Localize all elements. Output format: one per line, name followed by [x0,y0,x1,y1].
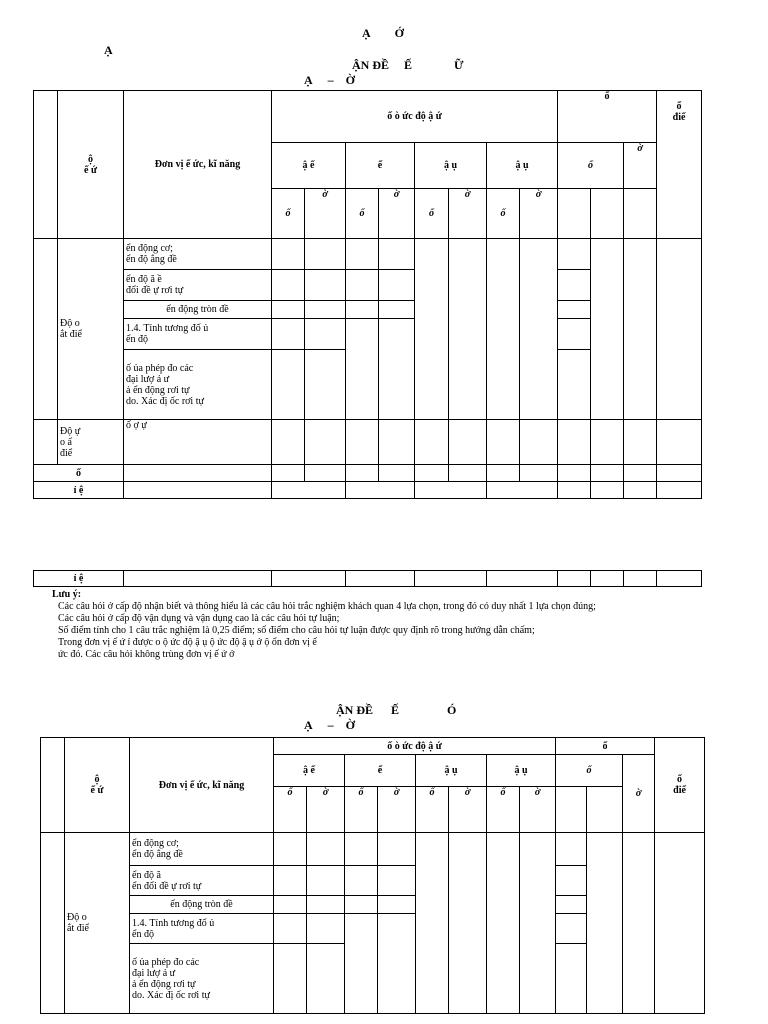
unit-row: ển động cơ; ển độ ẳng đề [124,239,272,270]
empty-cell [558,301,591,319]
unit-row: ển động tròn đề [124,301,272,319]
total-row-label: ổ [34,465,124,482]
empty-cell [558,239,591,270]
unit-row: ố ủa phép đo các đại lượ ả ư ả ển động rơi tự do. Xác đị ốc rơi tự [130,944,274,1014]
empty-cell [487,239,520,420]
level-thong-hieu: ể [345,755,416,787]
sub-count: ố [346,189,379,239]
note-item: Các câu hỏi ở cấp độ nhận biết và thông hiểu là các câu hỏi trắc nghiệm khách quan 4 lựa chọn, trong đó có duy nhất 1 lựa chọn đúng; [58,601,596,612]
note-item: Trong đơn vị ế ứ ỉ được o ộ ức độ ậ ụ ộ ức độ ậ ụ ở ộ ổn đơn vị ế [58,637,317,648]
topic-2-cell: Độ ự o ấ điể [58,420,124,465]
empty-cell [556,914,587,944]
empty-cell [346,465,379,482]
empty-cell [124,571,272,587]
empty-cell [378,866,416,896]
empty-cell [587,833,623,1014]
empty-cell [379,301,415,319]
empty-cell [379,420,415,465]
upper-heading-line2: ẬN ĐỀ Ế Ữ [352,58,464,72]
empty-cell [657,420,702,465]
sub-time: ờ [520,787,556,833]
empty-cell [623,833,655,1014]
sub-count: ố [487,189,520,239]
empty-cell [274,896,307,914]
empty-cell [305,239,346,270]
sub-count: ố [416,787,449,833]
stt-header [34,91,58,239]
empty-cell [657,482,702,499]
topic-header: ộ ế ứ [58,91,124,239]
empty-cell [415,482,487,499]
notes-block [52,589,767,661]
empty-cell [346,270,379,301]
empty-cell [520,239,558,420]
stt-header [41,738,65,833]
upper-matrix-table [33,90,702,499]
empty-cell [345,833,378,866]
note-item: Số điểm tính cho 1 câu trắc nghiệm là 0,25 điểm; số điểm cho câu hỏi tự luận được quy định rõ trong hướng dẫn chấm; [58,625,535,636]
empty-cell [346,301,379,319]
level-nhan-biet: ậ ế [272,143,346,189]
score-header: ổ điể [657,91,702,239]
empty-cell [657,571,702,587]
level-nhan-biet: ậ ế [274,755,345,787]
empty-cell [556,833,587,866]
unit-row: ển độ ă ề đổi đề ự rơi tự [124,270,272,301]
empty-cell [379,270,415,301]
sub-time: ờ [305,189,346,239]
empty-cell [305,270,346,301]
empty-cell [307,944,345,1014]
unit-header: Đơn vị ế ức, kĩ năng [130,738,274,833]
empty-cell [274,833,307,866]
middle-ratio-table [33,570,702,587]
empty-cell [558,482,591,499]
empty-cell [487,833,520,1014]
empty-cell [272,571,346,587]
unit-row: ển động tròn đề [130,896,274,914]
topic-header: ộ ế ứ [65,738,130,833]
sub-time: ờ [379,189,415,239]
empty-cell [307,833,345,866]
empty-cell [345,914,378,1014]
empty-cell [416,833,449,1014]
empty-cell [520,833,556,1014]
empty-cell [415,465,449,482]
empty-cell [487,571,558,587]
empty-cell [305,350,346,420]
empty-cell [345,866,378,896]
empty-cell [378,914,416,1014]
empty-cell [556,896,587,914]
empty-cell [558,319,591,350]
empty-cell [272,239,305,270]
topic-1-cell: Độ o ắt điể [58,239,124,420]
sub-count: ố [487,787,520,833]
note-item: Các câu hỏi ở cấp độ vận dụng và vận dụng cao là các câu hỏi tự luận; [58,613,340,624]
empty-cell [274,944,307,1014]
empty-cell [345,896,378,914]
empty-cell [272,319,305,350]
empty-cell [587,787,623,833]
ratio-row-label: ỉ ệ [34,482,124,499]
empty-cell [655,833,705,1014]
empty-cell [379,239,415,270]
empty-cell [272,270,305,301]
sub-count: ố [274,787,307,833]
empty-cell [305,420,346,465]
unit-row: ố ủa phép đo các đại lượ ả ư ả ển động rơi tự do. Xác đị ốc rơi tự [124,350,272,420]
empty-cell [274,914,307,944]
sub-count: ố [415,189,449,239]
lower-heading-line2: Ạ – Ờ [304,718,355,732]
empty-cell [558,270,591,301]
empty-cell [415,239,449,420]
empty-cell [272,465,305,482]
lower-matrix-table [40,737,705,1014]
note-item: ức đó. Các câu hỏi không trùng đơn vị ế ứ ớ [58,649,235,660]
level-van-dung-cao: ậ ụ [487,755,556,787]
empty-cell [378,833,416,866]
level-van-dung: ậ ụ [415,143,487,189]
empty-cell [558,350,591,420]
empty-cell [346,239,379,270]
total-group-header: ổ [558,91,657,143]
empty-cell [487,465,520,482]
unit-row: 1.4. Tính tương đố ủ ển độ [130,914,274,944]
empty-cell [657,239,702,420]
empty-cell [378,896,416,914]
empty-cell [487,482,558,499]
empty-cell [558,465,591,482]
unit-row: 1.4. Tính tương đố ủ ển độ [124,319,272,350]
empty-cell [558,420,591,465]
level-thong-hieu: ể [346,143,415,189]
topic-1-cell: Độ o ắt điể [65,833,130,1014]
empty-cell [556,944,587,1014]
empty-cell [272,350,305,420]
total-group-header: ổ [556,738,655,755]
empty-cell [558,189,591,239]
empty-cell [624,189,657,239]
empty-cell [307,914,345,944]
empty-cell [624,465,657,482]
empty-cell [415,571,487,587]
empty-cell [305,465,346,482]
total-count-header: ố [556,755,623,787]
total-count-header: ố [558,143,624,189]
empty-cell [272,420,305,465]
empty-cell [307,866,345,896]
empty-cell [305,301,346,319]
empty-cell [591,465,624,482]
total-time-header: ờ [623,755,655,833]
sub-time: ờ [520,189,558,239]
empty-cell [274,866,307,896]
empty-cell [558,571,591,587]
empty-cell [556,787,587,833]
empty-cell [520,465,558,482]
level-van-dung-cao: ậ ụ [487,143,558,189]
stt-cell [41,833,65,1014]
empty-cell [449,239,487,420]
empty-cell [346,319,379,420]
empty-cell [307,896,345,914]
upper-heading-line1: Ạ Ớ [362,26,404,40]
sub-time: ờ [449,787,487,833]
empty-cell [624,420,657,465]
sub-time: ờ [449,189,487,239]
empty-cell [624,571,657,587]
levels-group-header: ố ò ức độ ậ ứ [274,738,556,755]
unit-row: ển động cơ; ển độ ẳng đề [130,833,274,866]
lower-heading-line1: ẬN ĐỀ Ế Ó [336,703,457,717]
upper-heading-line3: Ạ – Ờ [304,73,355,87]
empty-cell [272,301,305,319]
empty-cell [305,319,346,350]
upper-heading-left: Ạ [104,43,113,57]
empty-cell [591,571,624,587]
empty-cell [379,465,415,482]
empty-cell [449,833,487,1014]
empty-cell [591,239,624,420]
notes-title: Lưu ý: [52,589,82,600]
empty-cell [624,239,657,420]
empty-cell [346,420,379,465]
empty-cell [124,465,272,482]
sub-time: ờ [307,787,345,833]
empty-cell [624,482,657,499]
sub-count: ố [272,189,305,239]
empty-cell [346,571,415,587]
score-header: ổ điể [655,738,705,833]
unit-header: Đơn vị ế ức, kĩ năng [124,91,272,239]
levels-group-header: ố ò ức độ ậ ứ [272,91,558,143]
empty-cell [449,465,487,482]
empty-cell [556,866,587,896]
empty-cell [520,420,558,465]
ratio-row-label: ỉ ệ [34,571,124,587]
sub-time: ờ [378,787,416,833]
unit-row: ển độ ă ển đổi đề ự rơi tự [130,866,274,896]
empty-cell [124,482,272,499]
empty-cell [415,420,449,465]
unit-row: ố ợ ự [124,420,272,465]
empty-cell [379,319,415,420]
empty-cell [657,465,702,482]
total-time-header: ờ [624,143,657,189]
sub-count: ố [345,787,378,833]
empty-cell [272,482,346,499]
empty-cell [346,482,415,499]
stt-cell [34,239,58,420]
empty-cell [487,420,520,465]
empty-cell [591,482,624,499]
empty-cell [591,420,624,465]
empty-cell [449,420,487,465]
stt-cell [34,420,58,465]
empty-cell [591,189,624,239]
level-van-dung: ậ ụ [416,755,487,787]
